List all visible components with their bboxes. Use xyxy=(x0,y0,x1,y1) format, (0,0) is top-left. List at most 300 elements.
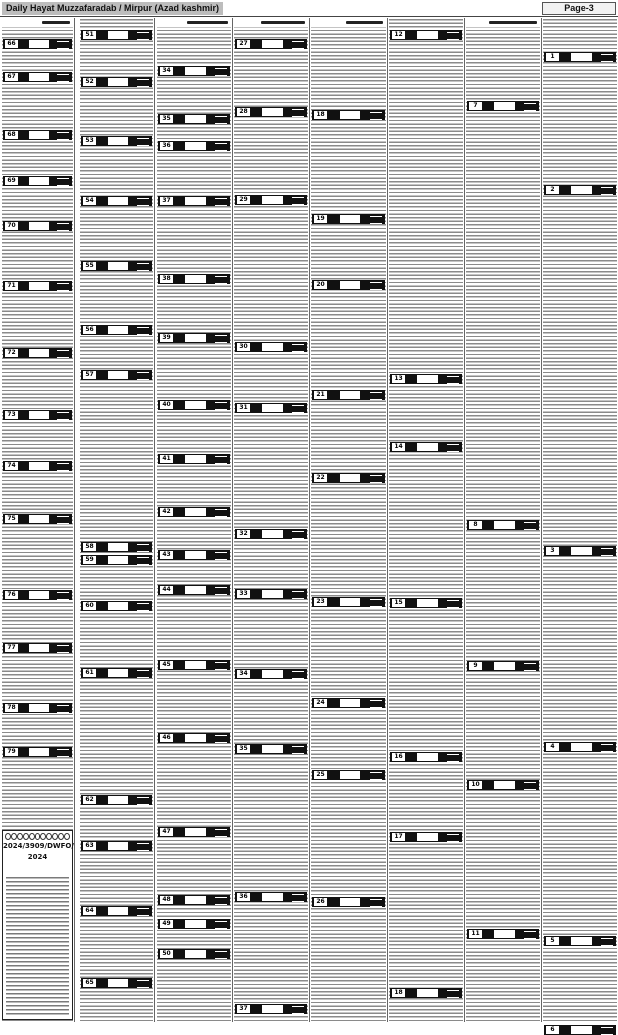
classified-ad-tag xyxy=(447,376,459,384)
classified-ad-tag xyxy=(137,372,149,380)
classified-ad-label-box xyxy=(571,1026,591,1034)
classified-ad-tag xyxy=(57,41,69,49)
classified-ad-number: 70 xyxy=(5,222,18,230)
classified-ad-header xyxy=(3,643,72,653)
classified-ad-header xyxy=(544,185,616,195)
classified-ad-tag xyxy=(447,444,459,452)
classified-ad-number: 36 xyxy=(160,142,173,150)
classified-ad-number: 3 xyxy=(546,547,559,555)
classified-ad-tag xyxy=(137,557,149,565)
classified-ad-label-box xyxy=(494,662,514,670)
classified-ad-header xyxy=(3,39,72,49)
classified-ad-number: 69 xyxy=(5,177,18,185)
classified-ad-label-box xyxy=(494,521,514,529)
classified-ad-header xyxy=(390,598,462,608)
column-divider xyxy=(464,18,465,1022)
classified-ad-number: 1 xyxy=(546,53,559,61)
classified-ad-label-box xyxy=(340,771,360,779)
classified-ad-header xyxy=(235,39,307,49)
classified-ad-tag xyxy=(292,671,304,679)
classified-ad-number: 41 xyxy=(160,455,173,463)
classified-ad-number: 55 xyxy=(83,262,96,270)
classified-ad-label-box xyxy=(494,930,514,938)
classified-ad-label-box xyxy=(185,67,205,75)
column-8 xyxy=(543,18,617,1033)
classified-ad-number: 72 xyxy=(5,349,18,357)
classified-ad-header xyxy=(81,906,152,916)
classified-ad-label-box xyxy=(262,108,282,116)
classified-ad-number: 61 xyxy=(83,669,96,677)
classified-ad-label-box xyxy=(185,334,205,342)
classified-ad-tag xyxy=(447,754,459,762)
classified-ad-tag xyxy=(57,223,69,231)
classified-ad-label-box xyxy=(29,704,48,712)
classified-ad-tag xyxy=(215,951,227,959)
classified-ad-label-box xyxy=(262,590,282,598)
classified-ad-number: 77 xyxy=(5,644,18,652)
classified-ad-header xyxy=(158,454,230,464)
classified-ad-label-box xyxy=(262,670,282,678)
classified-ad-label-box xyxy=(417,753,437,761)
classified-ad-label-box xyxy=(185,508,205,516)
boxed-notice xyxy=(2,830,73,1020)
classified-ad-label-box xyxy=(340,111,360,119)
classified-ad-label-box xyxy=(340,281,360,289)
classified-ad-header xyxy=(3,461,72,471)
classified-ad-label-box xyxy=(29,462,48,470)
classified-ad-tag xyxy=(524,931,536,939)
classified-ad-header xyxy=(81,841,152,851)
classified-ad-tag xyxy=(215,921,227,929)
classified-ad-label-box xyxy=(108,371,128,379)
classified-ad-label-box xyxy=(185,115,205,123)
classified-ad-number: 44 xyxy=(160,586,173,594)
column-heading xyxy=(2,18,73,27)
classified-ad-number: 11 xyxy=(469,930,482,938)
classified-ad-number: 35 xyxy=(160,115,173,123)
classified-ad-header xyxy=(158,274,230,284)
classified-ad-header xyxy=(81,77,152,87)
classified-ad-label-box xyxy=(185,455,205,463)
classified-ad-header xyxy=(3,221,72,231)
classified-ad-header xyxy=(3,348,72,358)
classified-ad-label-box xyxy=(108,842,128,850)
classified-ad-header xyxy=(390,30,462,40)
classified-ad-number: 30 xyxy=(237,343,250,351)
classified-ad-header xyxy=(158,66,230,76)
classified-ad-label-box xyxy=(108,669,128,677)
classified-ad-header xyxy=(390,442,462,452)
classified-ad-header xyxy=(235,744,307,754)
classified-ad-tag xyxy=(292,746,304,754)
column-divider xyxy=(309,18,310,1022)
classified-ad-header xyxy=(81,555,152,565)
classified-ad-number: 24 xyxy=(314,699,327,707)
notice-border-pattern xyxy=(3,831,72,840)
classified-ad-label-box xyxy=(185,586,205,594)
classified-ad-header xyxy=(81,601,152,611)
classified-ad-number: 34 xyxy=(160,67,173,75)
classified-ad-label-box xyxy=(108,78,128,86)
classified-ad-label-box xyxy=(29,644,48,652)
classified-ad-header xyxy=(81,196,152,206)
classified-ad-tag xyxy=(215,143,227,151)
classified-ad-number: 65 xyxy=(83,979,96,987)
classified-ad-label-box xyxy=(571,743,591,751)
classified-ad-number: 49 xyxy=(160,920,173,928)
column-heading xyxy=(157,18,231,27)
classified-ad-label-box xyxy=(29,748,48,756)
classified-ad-label-box xyxy=(262,40,282,48)
classified-ad-tag xyxy=(447,990,459,998)
classified-ad-header xyxy=(81,668,152,678)
notice-year: 2024 xyxy=(27,853,48,861)
classified-ad-number: 79 xyxy=(5,748,18,756)
classified-ad-label-box xyxy=(262,343,282,351)
classified-ad-tag xyxy=(57,705,69,713)
classified-ad-number: 13 xyxy=(392,375,405,383)
classified-ad-tag xyxy=(137,263,149,271)
column-heading xyxy=(234,18,308,27)
classified-ad-header xyxy=(81,30,152,40)
column-heading xyxy=(311,18,386,27)
classified-ad-number: 27 xyxy=(237,40,250,48)
classified-ad-number: 50 xyxy=(160,950,173,958)
classified-ad-number: 6 xyxy=(546,1026,559,1034)
classified-ad-number: 28 xyxy=(237,108,250,116)
classified-ad-number: 51 xyxy=(83,31,96,39)
column-6 xyxy=(389,18,463,1022)
classified-ad-number: 76 xyxy=(5,591,18,599)
classified-ad-label-box xyxy=(108,262,128,270)
classified-ad-header xyxy=(312,280,385,290)
column-7 xyxy=(466,18,540,1022)
classified-ad-tag xyxy=(370,599,382,607)
classified-ad-number: 57 xyxy=(83,371,96,379)
classified-ad-tag xyxy=(137,670,149,678)
classified-ad-header xyxy=(3,72,72,82)
classified-ad-number: 15 xyxy=(392,599,405,607)
column-divider xyxy=(387,18,388,1022)
classified-ad-label-box xyxy=(185,401,205,409)
classified-ad-header xyxy=(467,661,539,671)
classified-ad-number: 32 xyxy=(237,530,250,538)
classified-ad-tag xyxy=(215,276,227,284)
classified-ad-number: 67 xyxy=(5,73,18,81)
classified-ad-number: 63 xyxy=(83,842,96,850)
classified-ad-header xyxy=(3,514,72,524)
classified-ad-label-box xyxy=(108,796,128,804)
classified-ad-number: 40 xyxy=(160,401,173,409)
classified-ad-tag xyxy=(447,600,459,608)
classified-ad-tag xyxy=(137,544,149,552)
classified-ad-label-box xyxy=(417,31,437,39)
classified-ad-label-box xyxy=(340,699,360,707)
classified-ad-header xyxy=(158,550,230,560)
classified-ad-tag xyxy=(292,41,304,49)
classified-ad-number: 73 xyxy=(5,411,18,419)
classified-ad-number: 48 xyxy=(160,896,173,904)
classified-ad-tag xyxy=(601,54,613,62)
classified-ad-number: 17 xyxy=(392,833,405,841)
classified-ad-header xyxy=(3,410,72,420)
classified-ad-header xyxy=(467,929,539,939)
column-2 xyxy=(80,18,153,1022)
classified-ad-label-box xyxy=(108,197,128,205)
classified-ad-label-box xyxy=(185,734,205,742)
classified-ad-number: 59 xyxy=(83,556,96,564)
classified-ad-number: 60 xyxy=(83,602,96,610)
classified-ad-label-box xyxy=(571,937,591,945)
classified-ad-header xyxy=(390,752,462,762)
classified-ad-label-box xyxy=(29,177,48,185)
classified-ad-header xyxy=(3,281,72,291)
classified-ad-tag xyxy=(447,834,459,842)
classified-ad-tag xyxy=(292,591,304,599)
classified-ad-header xyxy=(158,827,230,837)
classified-ad-label-box xyxy=(571,53,591,61)
classified-ad-number: 2 xyxy=(546,186,559,194)
classified-ad-label-box xyxy=(494,781,514,789)
classified-ad-tag xyxy=(215,735,227,743)
classified-ad-label-box xyxy=(29,131,48,139)
classified-ad-number: 64 xyxy=(83,907,96,915)
classified-ad-number: 26 xyxy=(314,898,327,906)
classified-ad-header xyxy=(158,895,230,905)
classified-ad-number: 74 xyxy=(5,462,18,470)
classified-ad-number: 58 xyxy=(83,543,96,551)
classified-ad-header xyxy=(235,589,307,599)
classified-ad-header xyxy=(81,795,152,805)
classified-ad-tag xyxy=(137,603,149,611)
classified-ad-number: 23 xyxy=(314,598,327,606)
classified-ad-tag xyxy=(292,1006,304,1014)
classified-ad-tag xyxy=(137,327,149,335)
classified-ad-header xyxy=(312,597,385,607)
classified-ad-tag xyxy=(215,68,227,76)
classified-ad-tag xyxy=(370,899,382,907)
classified-ad-number: 33 xyxy=(237,590,250,598)
classified-ad-label-box xyxy=(185,661,205,669)
classified-ad-number: 16 xyxy=(392,753,405,761)
classified-ad-tag xyxy=(292,894,304,902)
classified-ad-tag xyxy=(215,552,227,560)
classified-ad-label-box xyxy=(185,275,205,283)
classified-ad-tag xyxy=(137,138,149,146)
classified-ad-header xyxy=(3,130,72,140)
classified-ad-label-box xyxy=(29,73,48,81)
classified-ad-label-box xyxy=(185,920,205,928)
classified-ad-tag xyxy=(57,645,69,653)
classified-ad-label-box xyxy=(340,215,360,223)
classified-ad-label-box xyxy=(340,898,360,906)
classified-ad-header xyxy=(235,403,307,413)
classified-ad-header xyxy=(390,832,462,842)
classified-ad-header xyxy=(81,136,152,146)
classified-ad-header xyxy=(544,742,616,752)
classified-ad-header xyxy=(158,733,230,743)
classified-ad-tag xyxy=(292,531,304,539)
classified-ad-number: 78 xyxy=(5,704,18,712)
classified-ad-label-box xyxy=(262,1005,282,1013)
classified-ad-tag xyxy=(524,103,536,111)
classified-ad-tag xyxy=(215,116,227,124)
classified-ad-number: 37 xyxy=(237,1005,250,1013)
classified-ad-header xyxy=(312,770,385,780)
classified-ad-label-box xyxy=(185,142,205,150)
classified-ad-tag xyxy=(57,178,69,186)
classified-ad-header xyxy=(312,110,385,120)
classified-ad-label-box xyxy=(108,602,128,610)
classified-ad-tag xyxy=(57,132,69,140)
classified-ad-label-box xyxy=(185,551,205,559)
classified-ad-label-box xyxy=(29,515,48,523)
classified-ad-number: 45 xyxy=(160,661,173,669)
classified-ad-tag xyxy=(57,749,69,757)
classified-ad-header xyxy=(3,176,72,186)
classified-ad-number: 12 xyxy=(392,31,405,39)
classified-ad-number: 4 xyxy=(546,743,559,751)
classified-ad-header xyxy=(312,214,385,224)
classified-ad-label-box xyxy=(29,411,48,419)
classified-ad-header xyxy=(81,370,152,380)
classified-ad-header xyxy=(235,1004,307,1014)
classified-ad-label-box xyxy=(108,543,128,551)
masthead-title: Daily Hayat Muzzafaradab / Mirpur (Azad kashmir) xyxy=(2,2,223,15)
classified-ad-tag xyxy=(137,908,149,916)
classified-ad-header xyxy=(158,114,230,124)
classified-ad-tag xyxy=(215,198,227,206)
classified-ad-header xyxy=(467,520,539,530)
classified-ad-header xyxy=(158,196,230,206)
classified-ad-tag xyxy=(137,32,149,40)
classified-ad-header xyxy=(235,342,307,352)
classified-ad-header xyxy=(235,669,307,679)
classified-ad-label-box xyxy=(417,989,437,997)
column-divider xyxy=(74,18,75,1022)
classified-ad-label-box xyxy=(262,404,282,412)
classified-ad-tag xyxy=(601,187,613,195)
classified-ad-tag xyxy=(601,938,613,946)
classified-ad-header xyxy=(544,52,616,62)
classified-ad-label-box xyxy=(185,896,205,904)
classified-ad-label-box xyxy=(185,950,205,958)
classified-ad-tag xyxy=(370,216,382,224)
classified-ad-tag xyxy=(524,663,536,671)
classified-ad-tag xyxy=(292,405,304,413)
classified-ad-label-box xyxy=(417,833,437,841)
classified-ad-header xyxy=(158,333,230,343)
classified-ad-header xyxy=(467,780,539,790)
classified-ad-tag xyxy=(215,829,227,837)
classified-ad-header xyxy=(158,507,230,517)
classified-ad-number: 35 xyxy=(237,745,250,753)
classified-ad-label-box xyxy=(340,474,360,482)
classified-ad-number: 46 xyxy=(160,734,173,742)
classified-ad-label-box xyxy=(29,282,48,290)
classified-ad-header xyxy=(544,936,616,946)
classified-ad-number: 66 xyxy=(5,40,18,48)
classified-ad-tag xyxy=(370,700,382,708)
classified-ad-tag xyxy=(215,335,227,343)
classified-ad-tag xyxy=(215,402,227,410)
classified-ad-label-box xyxy=(185,828,205,836)
classified-ad-number: 47 xyxy=(160,828,173,836)
classified-ad-number: 62 xyxy=(83,796,96,804)
classified-ad-label-box xyxy=(108,137,128,145)
classified-ad-number: 25 xyxy=(314,771,327,779)
classified-ad-number: 68 xyxy=(5,131,18,139)
classified-ad-label-box xyxy=(29,222,48,230)
classified-ad-header xyxy=(312,698,385,708)
classified-ad-label-box xyxy=(108,326,128,334)
classified-ad-number: 18 xyxy=(392,989,405,997)
classified-ad-header xyxy=(312,897,385,907)
classified-ad-number: 8 xyxy=(469,521,482,529)
classified-ad-number: 34 xyxy=(237,670,250,678)
classified-ad-tag xyxy=(370,282,382,290)
classified-ad-label-box xyxy=(340,598,360,606)
classified-ad-label-box xyxy=(417,443,437,451)
classified-ad-tag xyxy=(601,548,613,556)
classified-ad-header xyxy=(81,261,152,271)
classified-ad-number: 71 xyxy=(5,282,18,290)
classified-ad-label-box xyxy=(417,375,437,383)
classified-ad-header xyxy=(544,546,616,556)
classified-ad-header xyxy=(158,400,230,410)
classified-ad-header xyxy=(158,141,230,151)
classified-ad-tag xyxy=(215,587,227,595)
classified-ad-header xyxy=(544,1025,616,1035)
column-divider xyxy=(154,18,155,1022)
classified-ad-tag xyxy=(292,197,304,205)
classified-ad-header xyxy=(312,390,385,400)
classified-ad-label-box xyxy=(494,102,514,110)
classified-ad-number: 53 xyxy=(83,137,96,145)
classified-ad-number: 22 xyxy=(314,474,327,482)
classified-ad-number: 52 xyxy=(83,78,96,86)
classified-ad-header xyxy=(158,660,230,670)
classified-ad-tag xyxy=(137,797,149,805)
classified-ad-label-box xyxy=(29,591,48,599)
classified-ad-header xyxy=(390,374,462,384)
classified-ad-label-box xyxy=(340,391,360,399)
classified-ad-label-box xyxy=(417,599,437,607)
classified-ad-number: 9 xyxy=(469,662,482,670)
classified-ad-label-box xyxy=(262,893,282,901)
classified-ad-number: 31 xyxy=(237,404,250,412)
classified-ad-number: 56 xyxy=(83,326,96,334)
classified-ad-header xyxy=(81,542,152,552)
classified-ad-header xyxy=(158,949,230,959)
classified-ad-header xyxy=(3,590,72,600)
classified-ad-label-box xyxy=(29,349,48,357)
classified-ad-header xyxy=(235,107,307,117)
classified-ad-number: 10 xyxy=(469,781,482,789)
classified-ad-header xyxy=(158,585,230,595)
classified-ad-number: 43 xyxy=(160,551,173,559)
classified-ad-header xyxy=(235,195,307,205)
classified-ad-tag xyxy=(137,980,149,988)
classified-ad-header xyxy=(81,978,152,988)
classified-ad-label-box xyxy=(108,907,128,915)
classified-ad-tag xyxy=(370,475,382,483)
classified-ad-number: 75 xyxy=(5,515,18,523)
classified-ad-number: 39 xyxy=(160,334,173,342)
classified-ad-tag xyxy=(447,32,459,40)
classified-ad-tag xyxy=(215,456,227,464)
classified-ad-tag xyxy=(137,843,149,851)
